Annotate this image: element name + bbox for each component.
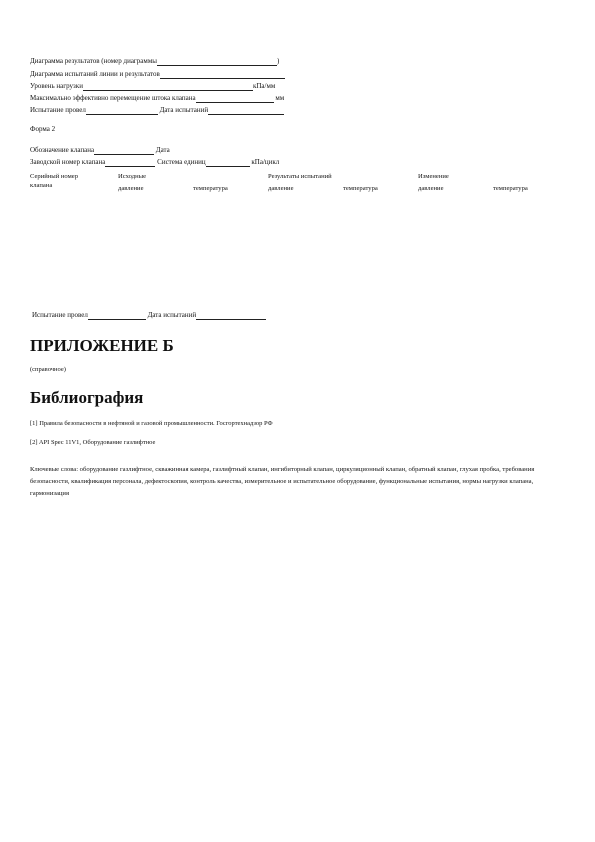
form1-line4-label: Максимально эффективно перемещение штока клапана	[30, 94, 196, 102]
form1-line1-label: Диаграмма результатов (номер диаграммы	[30, 57, 157, 65]
form1-line3-unit: кПа/мм	[252, 82, 276, 90]
form2-serial-label: Заводской номер клапана	[30, 158, 106, 166]
form2-line-valve	[30, 146, 170, 155]
form2-valve-label: Обозначение клапана	[30, 146, 95, 154]
col-change-group: Изменение	[418, 173, 449, 180]
form1-line1-end: )	[276, 57, 280, 65]
form1-line2-blank[interactable]	[160, 71, 285, 79]
form1-line3-blank[interactable]	[83, 83, 253, 91]
form2-line-serial	[30, 158, 279, 167]
form2-tester-date-blank[interactable]	[196, 312, 266, 320]
col-results-pressure: давление	[268, 185, 294, 192]
bibliography-item: [1] Правила безопасности в нефтяной и газовой промышленности. Госгортехнадзор РФ	[30, 420, 273, 427]
col-results-group: Результаты испытаний	[268, 173, 332, 180]
form2-valve-blank[interactable]	[94, 147, 154, 155]
form1-date-blank[interactable]	[208, 107, 284, 115]
form1-line2-label: Диаграмма испытаний линии и результатов	[30, 70, 160, 78]
bibliography-item: [2] API Spec 11V1, Оборудование газлифтное	[30, 439, 156, 446]
col-initial-group: Исходные	[118, 173, 146, 180]
form2-units-blank[interactable]	[206, 159, 250, 167]
form1-line4-blank[interactable]	[196, 95, 274, 103]
form1-line4-unit: мм	[275, 94, 285, 102]
form1-line-diagram	[30, 57, 279, 66]
keywords-paragraph: Ключевые слова: оборудование газлифтное, скважинная камера, газлифтный клапан, ингибиторный клапан, циркуляционный клапан, обратный клапан, глухая пробка, требования безопасности, квалификация персонала, дефектоскопия, контроль качества, измерительное и испытательное оборудование, функциональные испытания, нормы нагрузки клапана, гармонизация	[30, 466, 535, 497]
form1-line1-blank[interactable]	[157, 57, 280, 66]
form1-line5-label: Испытание провел	[30, 106, 86, 114]
form2-tester-blank[interactable]	[88, 312, 146, 320]
form2-tester-label: Испытание провел	[32, 311, 88, 319]
form2-units-value: кПа/цикл	[251, 158, 280, 166]
form1-tester-blank[interactable]	[86, 107, 158, 115]
form1-line-load-level	[30, 82, 275, 91]
form1-line-tester	[30, 106, 284, 115]
form1-line5-date-label: Дата испытаний	[159, 106, 209, 114]
form2-units-label: Система единиц	[157, 158, 206, 166]
form2-line-tester	[32, 311, 266, 320]
col-change-temperature: температура	[493, 185, 528, 192]
col-serial: Серийный номер клапана	[30, 173, 78, 189]
appendix-title: ПРИЛОЖЕНИЕ Б	[30, 336, 174, 355]
form2-serial-blank[interactable]	[105, 159, 155, 167]
form2-date-label: Дата	[155, 146, 170, 154]
col-initial-pressure: давление	[118, 185, 144, 192]
form2-title: Форма 2	[30, 125, 56, 133]
form1-line-stroke	[30, 94, 284, 103]
form2-tester-date-label: Дата испытаний	[147, 311, 197, 319]
col-change-pressure: давление	[418, 185, 444, 192]
form1-line3-label: Уровень нагрузки	[30, 82, 83, 90]
bibliography-title: Библиография	[30, 388, 144, 407]
appendix-note: (справочное)	[30, 366, 66, 373]
col-initial-temperature: температура	[193, 185, 228, 192]
col-results-temperature: температура	[343, 185, 378, 192]
form1-line-test-lines	[30, 70, 285, 79]
